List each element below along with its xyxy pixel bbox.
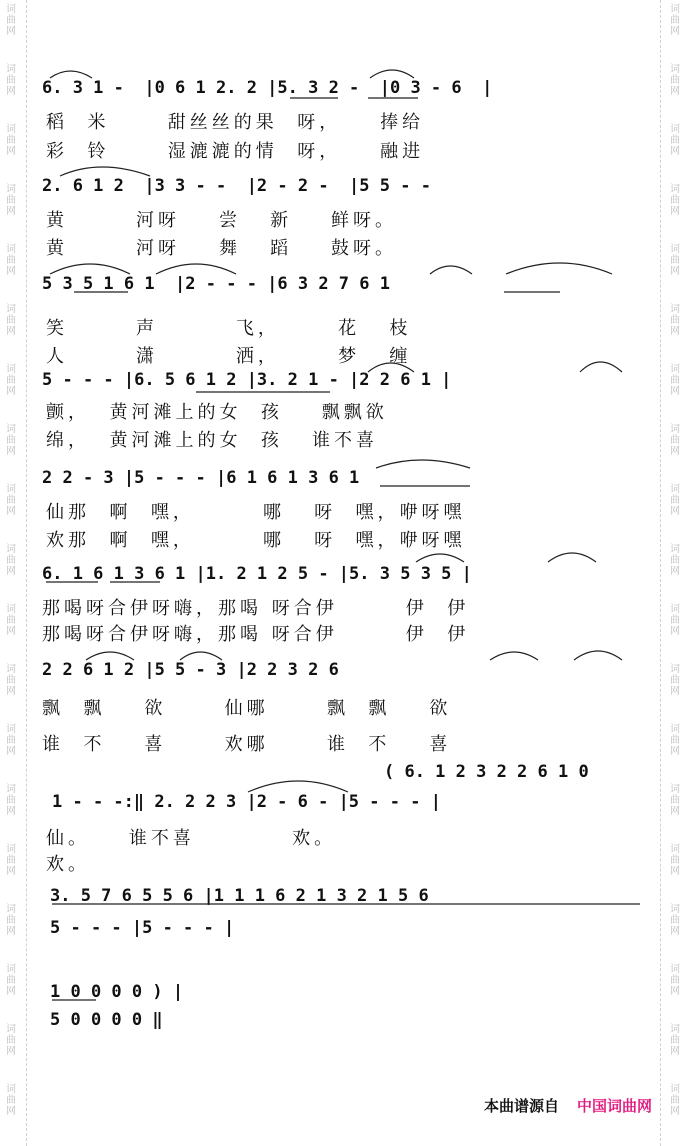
slur-1 xyxy=(50,71,92,78)
lyric-line-1a: 稻 米 甜丝丝的果 呀， 捧给 xyxy=(46,112,425,133)
slur-11 xyxy=(416,554,464,562)
watermark-text: 词 曲 网 xyxy=(670,424,680,457)
source-credit xyxy=(484,1095,652,1116)
lyric-line-7a: 飘 飘 欲 仙哪 飘 飘 欲 xyxy=(42,698,452,719)
watermark-text: 词 曲 网 xyxy=(6,4,16,37)
slur-2 xyxy=(370,70,414,78)
source-label: 本曲谱源自 xyxy=(483,1097,559,1115)
watermark-text: 词 曲 网 xyxy=(6,784,16,817)
watermark-text: 词 曲 网 xyxy=(670,484,680,517)
interlude-notation-9-lower: 5 - - - |5 - - - | xyxy=(50,918,235,938)
notation-line-4: 5 - - - |6. 5 6 1 2 |3. 2 1 - |2 2 6 1 | xyxy=(42,370,452,390)
watermark-text: 词 曲 网 xyxy=(6,364,16,397)
watermark-text: 词 曲 网 xyxy=(6,484,16,517)
slur-3 xyxy=(60,167,150,176)
watermark-text: 词 曲 网 xyxy=(670,364,680,397)
watermark-text: 词 曲 网 xyxy=(6,604,16,637)
slur-4 xyxy=(50,264,130,274)
watermark-text: 词 曲 网 xyxy=(6,64,16,97)
interlude-notation-9-upper: 3. 5 7 6 5 5 6 |1 1 1 6 2 1 3 2 1 5 6 xyxy=(50,886,429,906)
watermark-text: 词 曲 网 xyxy=(670,64,680,97)
watermark-text: 词 曲 网 xyxy=(670,724,680,757)
slur-9 xyxy=(580,362,622,372)
watermark-text: 词 曲 网 xyxy=(670,124,680,157)
lyric-line-8a: 仙。 谁不喜 欢。 xyxy=(46,828,337,849)
watermark-text: 词 曲 网 xyxy=(6,184,16,217)
watermark-text: 词 曲 网 xyxy=(670,1024,680,1057)
lyric-line-2b: 黄 河呀 舞 蹈 鼓呀。 xyxy=(46,238,397,259)
slur-13 xyxy=(86,652,134,660)
slur-8 xyxy=(368,363,414,372)
lyric-line-1b: 彩 铃 湿漉漉的情 呀， 融进 xyxy=(46,141,425,162)
watermark-text: 词 曲 网 xyxy=(6,244,16,277)
lyric-line-4b: 绵， 黄河滩上的女 孩 谁不喜 xyxy=(46,430,379,451)
watermark-text: 词 曲 网 xyxy=(670,664,680,697)
lyric-line-6b: 那喝呀合伊呀嗨，那喝 呀合伊 伊 伊 xyxy=(42,624,470,645)
watermark-text: 词 曲 网 xyxy=(670,304,680,337)
watermark-text: 词 曲 网 xyxy=(670,904,680,937)
slur-5 xyxy=(156,264,236,274)
watermark-text: 词 曲 网 xyxy=(670,184,680,217)
watermark-text: 词 曲 网 xyxy=(6,1024,16,1057)
lyric-line-2a: 黄 河呀 尝 新 鲜呀。 xyxy=(46,210,397,231)
watermark-text: 词 曲 网 xyxy=(670,4,680,37)
watermark-text: 词 曲 网 xyxy=(6,724,16,757)
ending-notation-upper: 1 0 0 0 0 ) | xyxy=(50,982,184,1002)
interlude-notation-upper: ( 6. 1 2 3 2 2 6 1 0 xyxy=(384,762,589,782)
lyric-line-7b: 谁 不 喜 欢哪 谁 不 喜 xyxy=(42,734,452,755)
watermark-text: 词 曲 网 xyxy=(670,244,680,277)
lyric-line-3b: 人 潇 洒， 梦 缠 xyxy=(46,346,412,367)
notation-line-5: 2 2 - 3 |5 - - - |6 1 6 1 3 6 1 xyxy=(42,468,360,488)
lyric-line-8b: 欢。 xyxy=(46,854,90,875)
watermark-text: 词 曲 网 xyxy=(6,664,16,697)
watermark-text: 词 曲 网 xyxy=(6,124,16,157)
notation-line-7: 2 2 6 1 2 |5 5 - 3 |2 2 3 2 6 xyxy=(42,660,339,680)
watermark-text: 词 曲 网 xyxy=(670,544,680,577)
slur-7 xyxy=(506,263,612,274)
watermark-text: 词 曲 网 xyxy=(6,424,16,457)
watermark-text: 词 曲 网 xyxy=(6,844,16,877)
watermark-text: 词 曲 网 xyxy=(670,844,680,877)
slur-15 xyxy=(490,652,538,660)
notation-line-1: 6. 3 1 - |0 6 1 2. 2 |5. 3 2 - |0 3 - 6 | xyxy=(42,78,493,98)
watermark-text: 词 曲 网 xyxy=(670,784,680,817)
watermark-text: 词 曲 网 xyxy=(6,964,16,997)
watermark-text: 词 曲 网 xyxy=(670,964,680,997)
notation-line-2: 2. 6 1 2 |3 3 - - |2 - 2 - |5 5 - - xyxy=(42,176,431,196)
notation-line-8: 1 - - -:‖ 2. 2 2 3 |2 - 6 - |5 - - - | xyxy=(52,792,441,812)
lyric-line-4a: 颤， 黄河滩上的女 孩 飘飘欲 xyxy=(46,402,388,423)
lyric-line-5a: 仙那 啊 嘿， 哪 呀 嘿，咿呀嘿 xyxy=(46,502,466,523)
watermark-text: 词 曲 网 xyxy=(670,604,680,637)
lyric-line-3a: 笑 声 飞， 花 枝 xyxy=(46,318,412,339)
ending-notation-lower: 5 0 0 0 0 ‖ xyxy=(50,1010,163,1030)
slur-10 xyxy=(376,460,470,468)
source-site-link[interactable]: 中国词曲网 xyxy=(576,1097,652,1115)
slur-12 xyxy=(548,553,596,562)
notation-line-3: 5 3 5 1 6 1 |2 - - - |6 3 2 7 6 1 xyxy=(42,274,390,294)
slur-14 xyxy=(180,652,222,660)
watermark-text: 词 曲 网 xyxy=(6,1084,16,1117)
watermark-text: 词 曲 网 xyxy=(6,904,16,937)
notation-line-6: 6. 1 6 1 3 6 1 |1. 2 1 2 5 - |5. 3 5 3 5 | xyxy=(42,564,472,584)
slur-16 xyxy=(574,651,622,660)
watermark-text: 词 曲 网 xyxy=(6,544,16,577)
lyric-line-5b: 欢那 啊 嘿， 哪 呀 嘿，咿呀嘿 xyxy=(46,530,466,551)
lyric-line-6a: 那喝呀合伊呀嗨，那喝 呀合伊 伊 伊 xyxy=(42,598,470,619)
watermark-text: 词 曲 网 xyxy=(670,1084,680,1117)
slur-6 xyxy=(430,266,472,274)
slur-17 xyxy=(248,781,348,792)
watermark-text: 词 曲 网 xyxy=(6,304,16,337)
